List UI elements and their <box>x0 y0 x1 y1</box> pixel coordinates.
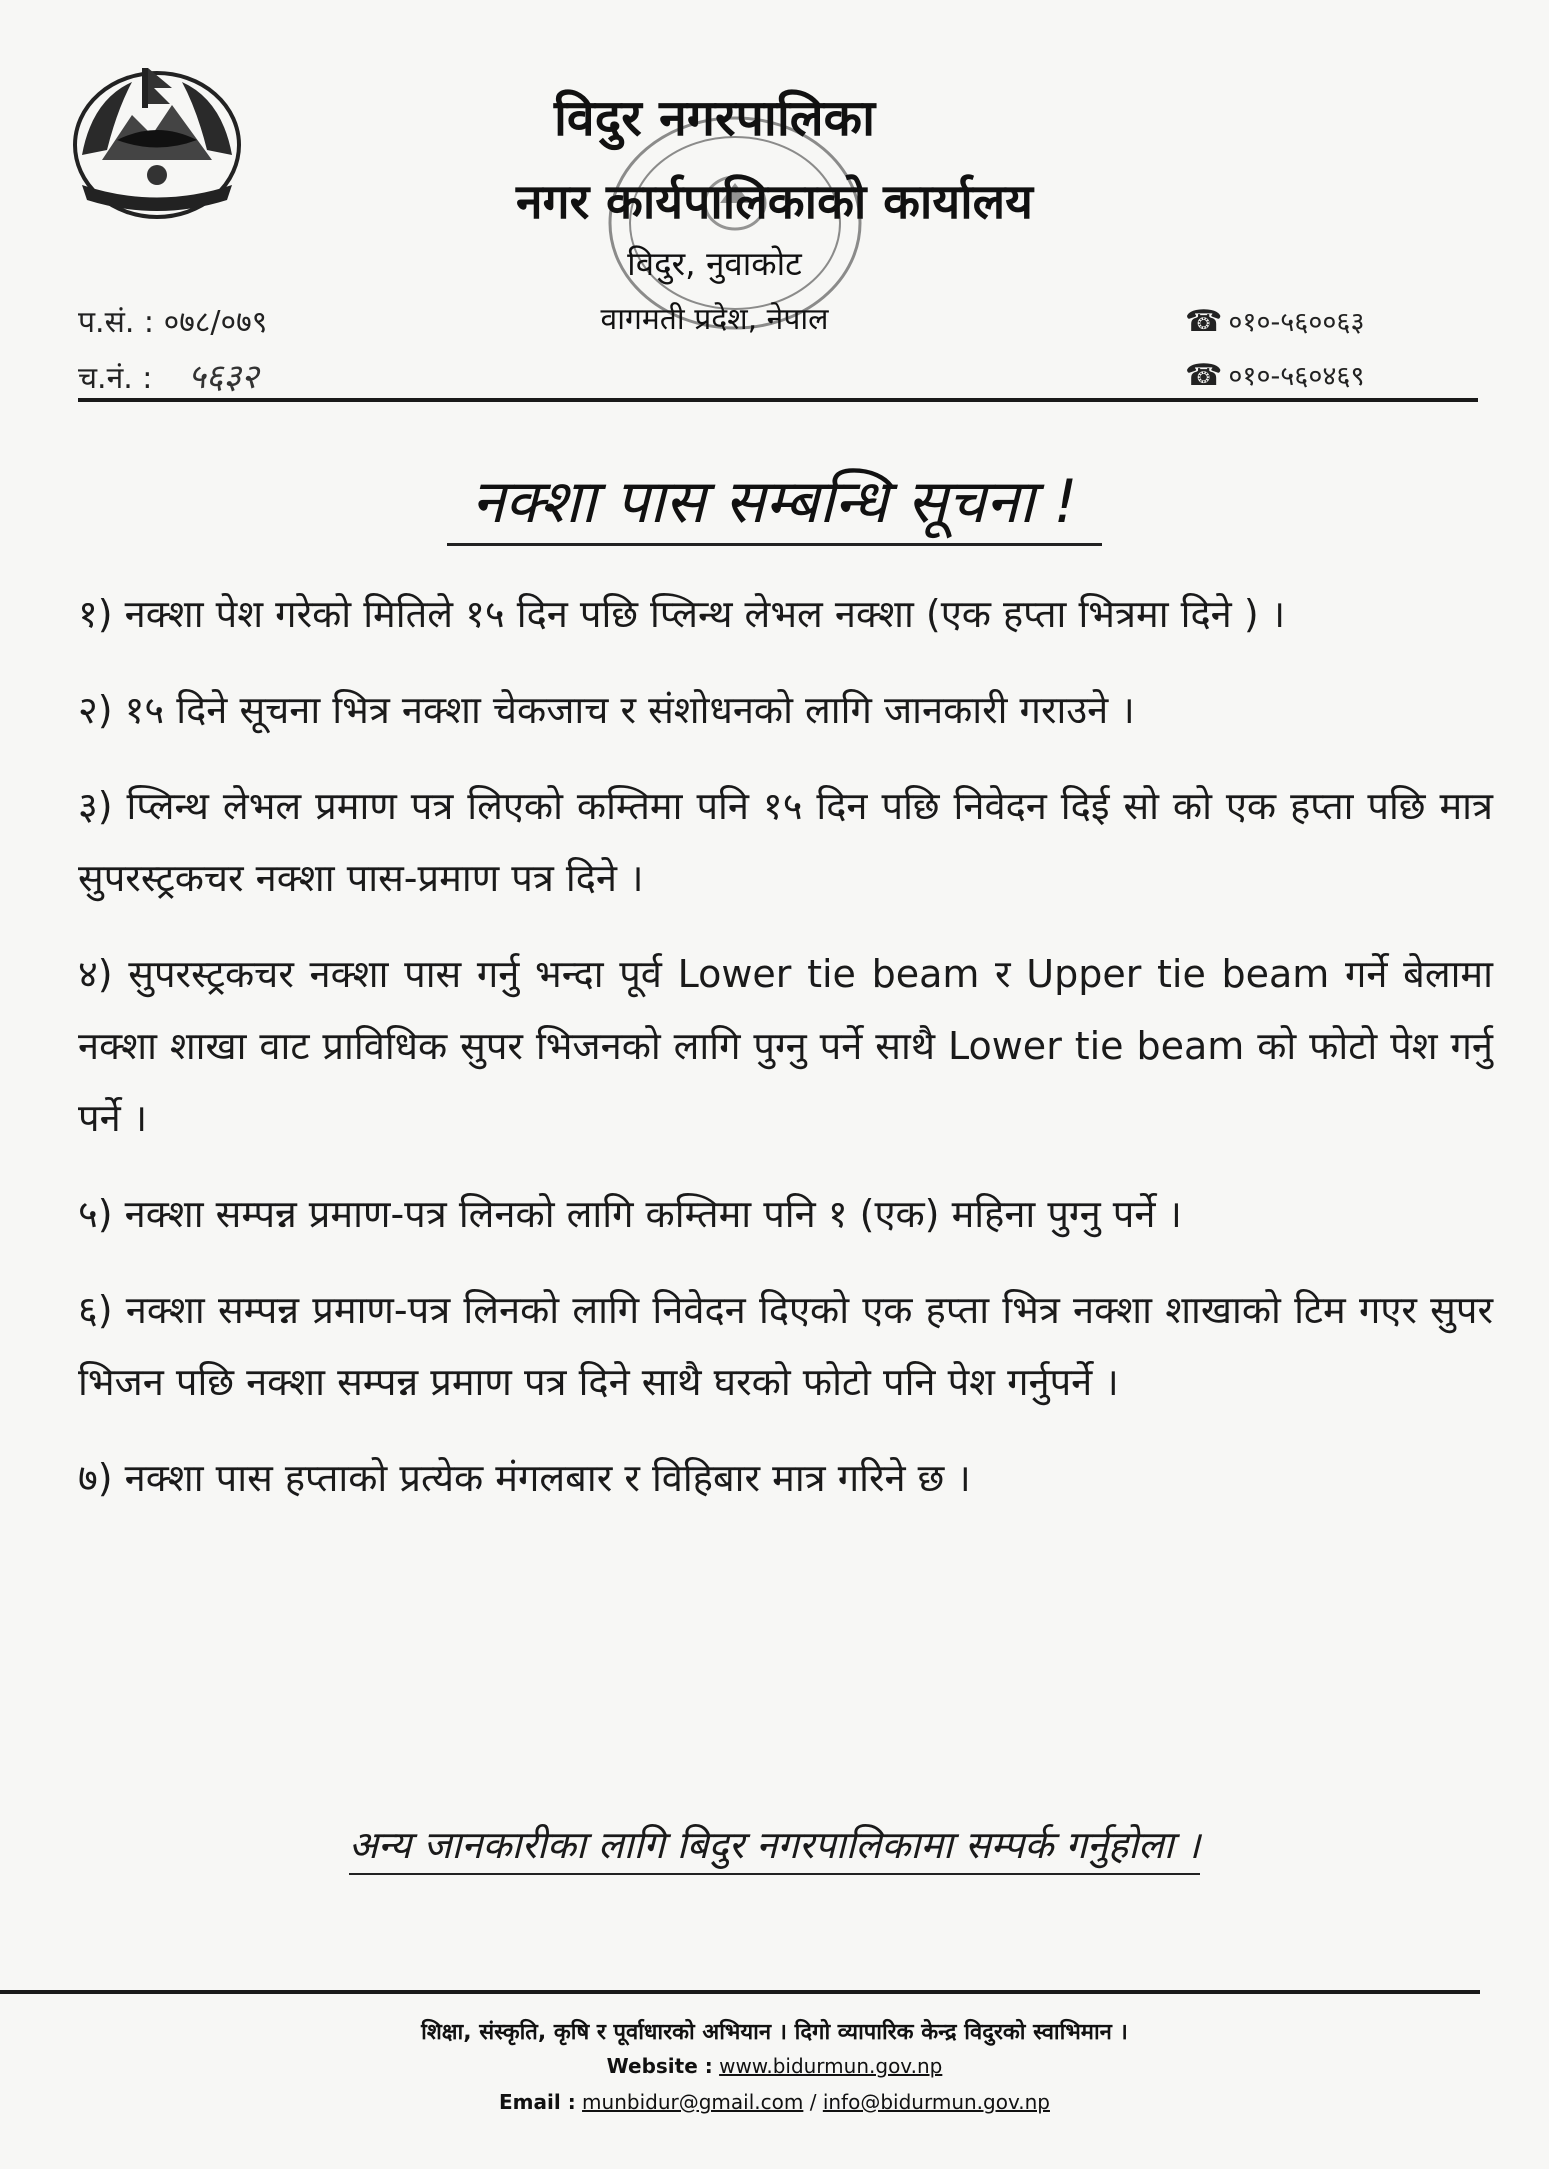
notice-title <box>0 458 1549 540</box>
dispatch-label: च.नं. : <box>78 361 153 396</box>
notice-item-6: ६) नक्शा सम्पन्न प्रमाण-पत्र लिनको लागि निवेदन दिएको एक हप्ता भित्र नक्शा शाखाको टिम गएर सुपर भिजन पछि नक्शा सम्पन्न प्रमाण पत्र दिने साथै घरको फोटो पनि पेश गर्नुपर्ने । <box>78 1288 1493 1404</box>
footer-slogan: शिक्षा, संस्कृति, कृषि र पूर्वाधारको अभियान । दिगो व्यापारिक केन्द्र विदुरको स्वाभिमान । <box>421 2020 1128 2045</box>
notice-item-2: २) १५ दिने सूचना भित्र नक्शा चेकजाच र संशोधनको लागि जानकारी गराउने । <box>78 688 1135 732</box>
reference-number <box>78 300 267 341</box>
footer-website <box>0 2054 1549 2078</box>
email-link-1[interactable]: munbidur@gmail.com <box>582 2090 804 2114</box>
notice-item-5: ५) नक्शा सम्पन्न प्रमाण-पत्र लिनको लागि कम्तिमा पनि १ (एक) महिना पुग्नु पर्ने । <box>78 1192 1182 1236</box>
footer-email <box>0 2090 1549 2114</box>
phone-number-2 <box>1185 356 1364 393</box>
email-label: Email : <box>499 2090 576 2114</box>
office-name: नगर कार्यपालिकाको कार्यालय <box>515 174 1034 230</box>
telephone-icon: ☎ <box>1185 304 1223 339</box>
footer-divider <box>0 1990 1480 1994</box>
dispatch-value: ५६३२ <box>176 352 271 400</box>
notice-title-text: नक्शा पास सम्बन्धि सूचना ! <box>447 467 1101 546</box>
email-separator: / <box>809 2090 817 2114</box>
reference-value: ०७८/०७९ <box>163 305 268 340</box>
dispatch-number <box>78 352 271 400</box>
phone-number-1 <box>1185 302 1364 339</box>
notice-item-4: ४) सुपरस्ट्रकचर नक्शा पास गर्नु भन्दा पूर्व Lower tie beam र Upper tie beam गर्ने बेलामा नक्शा शाखा वाट प्राविधिक सुपर भिजनको लागि पुग्नु पर्ने साथै Lower tie beam को फोटो पेश गर्नु पर्ने । <box>78 952 1493 1140</box>
closing-note-text: अन्य जानकारीका लागि बिदुर नगरपालिकामा सम्पर्क गर्नुहोला । <box>349 1823 1200 1875</box>
email-link-2[interactable]: info@bidurmun.gov.np <box>822 2090 1050 2114</box>
header-divider <box>78 398 1478 402</box>
address-line-1: विदुर, नुवाकोट <box>627 244 802 283</box>
notice-items <box>78 578 1493 1538</box>
telephone-icon: ☎ <box>1185 358 1223 393</box>
phone-1-value: ०१०-५६००६३ <box>1228 307 1365 338</box>
website-label: Website : <box>606 2054 713 2078</box>
notice-item-7: ७) नक्शा पास हप्ताको प्रत्येक मंगलबार र विहिबार मात्र गरिने छ । <box>78 1456 971 1500</box>
closing-note <box>0 1818 1549 1870</box>
municipality-name: विदुर नगरपालिका <box>553 89 876 147</box>
phone-2-value: ०१०-५६०४६९ <box>1228 361 1365 392</box>
website-link[interactable]: www.bidurmun.gov.np <box>719 2054 943 2078</box>
reference-label: प.सं. : <box>78 305 155 340</box>
notice-item-1: १) नक्शा पेश गरेको मितिले १५ दिन पछि प्लिन्थ लेभल नक्शा (एक हप्ता भित्रमा दिने ) । <box>78 592 1286 636</box>
notice-item-3: ३) प्लिन्थ लेभल प्रमाण पत्र लिएको कम्तिमा पनि १५ दिन पछि निवेदन दिई सो को एक हप्ता पछि मात्र सुपरस्ट्रकचर नक्शा पास-प्रमाण पत्र दिने । <box>78 784 1493 900</box>
address-line-2: वागमती प्रदेश, नेपाल <box>600 302 829 337</box>
